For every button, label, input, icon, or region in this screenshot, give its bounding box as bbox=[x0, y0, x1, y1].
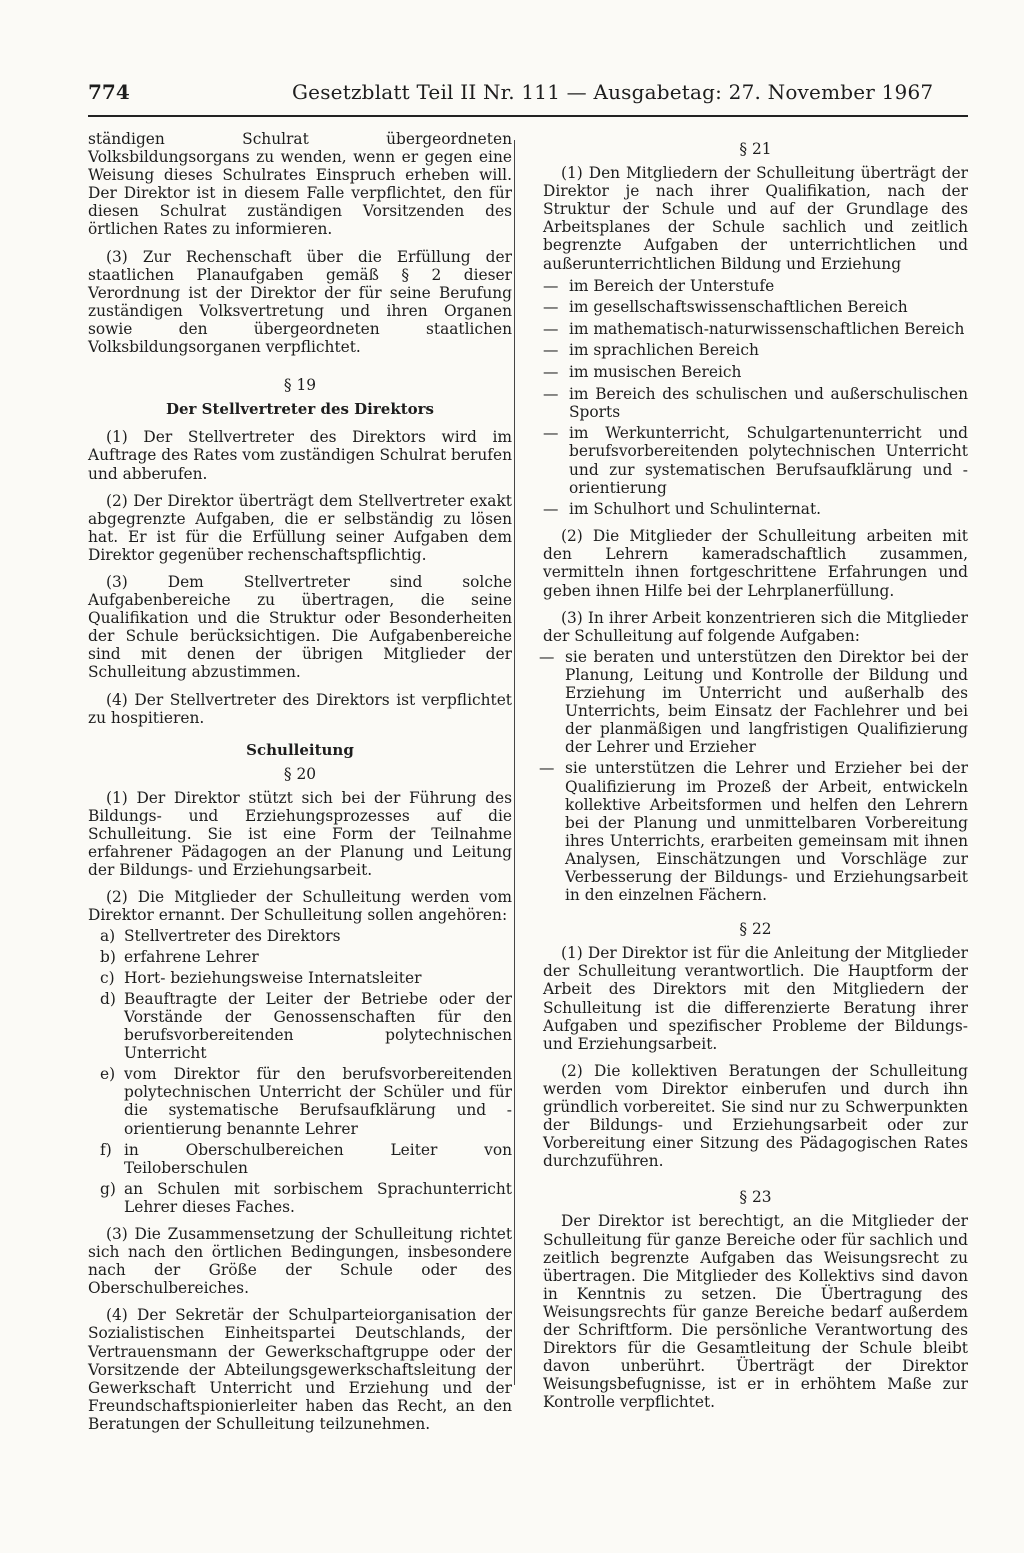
subheading: Schulleitung bbox=[246, 740, 354, 759]
list-item-text: erfahrene Lehrer bbox=[124, 947, 259, 966]
list-marker: g) bbox=[100, 1179, 116, 1198]
running-title: Gesetzblatt Teil II Nr. 111 — Ausgabetag: 27. November 1967 bbox=[292, 80, 934, 104]
section-title: Der Stellvertreter des Direktors bbox=[165, 400, 435, 419]
paragraph: (1) Der Direktor stützt sich bei der Führung des Bildungs- und Erziehungsprozesses auf die Schulleitung. Sie ist eine Form der Teilnahme erfahrener Pädagogen an der Planung und Leitung der Bildungs- und Erziehungsarbeit. bbox=[88, 788, 512, 880]
list-item bbox=[88, 927, 512, 945]
paragraph: (1) Der Direktor ist für die Anleitung der Mitglieder der Schulleitung verantwortlich. Die Hauptform der Arbeit des Direktors mit den Mitgliedern der Schulleitung ist die differenzierte Beratung ihrer Aufgaben und spezifischer Probleme der Bildungs- und Erziehungsarbeit. bbox=[543, 944, 968, 1053]
list-item: — im mathematisch-naturwissenschaftlichen Bereich bbox=[543, 320, 968, 338]
list-marker: b) bbox=[100, 947, 116, 966]
list-item-text: im musischen Bereich bbox=[569, 363, 742, 382]
list-item: — sie beraten und unterstützen den Direktor bei der Planung, Leitung und Kontrolle der Bildung und Erziehung im Unterricht und außerhalb des Unterrichts, beim Einsatz der Fachlehrer und bei der planmäßigen und langfristigen Qualifizierung der Lehrer und Erzieher bbox=[539, 647, 968, 757]
list-item-text: in Oberschulbereichen Leiter von Teiloberschulen bbox=[124, 1140, 512, 1177]
paragraph: (3) In ihrer Arbeit konzentrieren sich die Mitglieder der Schulleitung auf folgende Aufgaben: bbox=[543, 608, 968, 645]
list-marker: d) bbox=[100, 989, 116, 1008]
paragraph: (2) Die kollektiven Beratungen der Schulleitung werden vom Direktor einberufen und durch ihn gründlich vorbereitet. Sie sind nur zu Schwerpunkten der Bildungs- und Erziehungsarbeit oder zur Vorbereitung einer Sitzung des Pädagogischen Rates durchzuführen. bbox=[543, 1061, 968, 1171]
list-item: — im musischen Bereich bbox=[543, 363, 968, 381]
list-marker: a) bbox=[100, 926, 116, 945]
column-divider bbox=[514, 140, 515, 1385]
paragraph: (2) Die Mitglieder der Schulleitung werden vom Direktor ernannt. Der Schulleitung sollen angehören: bbox=[88, 888, 512, 925]
paragraph: (4) Der Sekretär der Schulparteiorganisation der Sozialistischen Einheitspartei Deutschlands, der Vertrauensmann der Gewerkschaftgruppe oder der Vorsitzende der Abteilungsgewerkschaftsleitung der Gewerkschaft Unterricht und Erziehung und der Freundschaftspionierleiter haben das Recht, an den Beratungen der Schulleitung teilzunehmen. bbox=[88, 1306, 512, 1433]
section-number: § 23 bbox=[739, 1188, 772, 1207]
area-list bbox=[543, 277, 968, 519]
list-marker: f) bbox=[100, 1140, 112, 1159]
list-item: — im Bereich der Unterstufe bbox=[543, 277, 968, 295]
list-item: — im Schulhort und Schulinternat. bbox=[543, 500, 968, 518]
list-item-text: im Bereich des schulischen und außerschulischen Sports bbox=[569, 384, 968, 421]
paragraph: (1) Der Stellvertreter des Direktors wird im Auftrage des Rates vom zuständigen Schulrat berufen und abberufen. bbox=[88, 428, 512, 483]
list-item-text: im Werkunterricht, Schulgartenunterricht und berufsvorbereitenden polytechnischen Unterricht und zur systematischen Berufsaufklärung und -orientierung bbox=[569, 424, 968, 497]
section-number: § 20 bbox=[283, 764, 317, 783]
list-item: — im sprachlichen Bereich bbox=[543, 341, 968, 359]
header-rule bbox=[88, 115, 968, 117]
paragraph: (3) Dem Stellvertreter sind solche Aufgabenbereiche zu übertragen, die seine Qualifikation und die Struktur oder Besonderheiten der Schule berücksichtigen. Die Aufgabenbereiche sind mit denen der übrigen Mitglieder der Schulleitung abzustimmen. bbox=[88, 572, 512, 682]
list-item: — im gesellschaftswissenschaftlichen Bereich bbox=[543, 298, 968, 316]
paragraph: (2) Der Direktor überträgt dem Stellvertreter exakt abgegrenzte Aufgaben, die er selbständig zu lösen hat. Er ist für die Erfüllung seiner Aufgaben dem Direktor gegenüber rechenschaftspflichtig. bbox=[88, 491, 512, 564]
list-item: — im Werkunterricht, Schulgartenunterricht und berufsvorbereitenden polytechnischen Unterricht und zur systematischen Berufsaufklärung und -orientierung bbox=[543, 424, 968, 497]
list-item-text: Beauftragte der Leiter der Betriebe oder der Vorstände der Genossenschaften für den berufsvorbereitenden polytechnischen Unterricht bbox=[124, 989, 512, 1063]
list-item-text: sie unterstützen die Lehrer und Erzieher bei der Qualifizierung im Prozeß der Arbeit, entwickeln kollektive Arbeitsformen und helfen den Lehrern bei der Planung und unmittelbaren Vorbereitung ihres Unterrichts, erarbeiten gemeinsam mit ihnen Analysen, Einschätzungen und Vorschläge zur Verbesserung der Bildungs- und Erziehungsarbeit in den einzelnen Fächern. bbox=[565, 759, 968, 905]
right-column bbox=[539, 130, 968, 1421]
list-item-text: im gesellschaftswissenschaftlichen Bereich bbox=[569, 298, 908, 317]
list-item-text: im sprachlichen Bereich bbox=[569, 341, 759, 360]
paragraph: Der Direktor ist berechtigt, an die Mitglieder der Schulleitung für ganze Bereiche oder für sachlich und zeitlich begrenzte Aufgaben das Weisungsrecht zu übertragen. Die Mitglieder des Kollektivs sind davon in Kenntnis zu setzen. Die Übertragung des Weisungsrechts für ganze Bereiche bedarf außerdem der Schriftform. Die persönliche Verantwortung des Direktors für die Gesamtleitung der Schule bleibt davon unberührt. Überträgt der Direktor Weisungsbefugnisse, ist er in erhöhtem Maße zur Kontrolle verpflichtet. bbox=[543, 1212, 968, 1412]
list-item-text: im Schulhort und Schulinternat. bbox=[569, 500, 822, 519]
list-item bbox=[88, 1180, 512, 1216]
list-item-text: Hort- beziehungsweise Internatsleiter bbox=[124, 968, 422, 987]
section-number: § 21 bbox=[739, 140, 772, 158]
list-item bbox=[88, 969, 512, 987]
paragraph: (3) Zur Rechenschaft über die Erfüllung der staatlichen Planaufgaben gemäß § 2 dieser Verordnung ist der Direktor der für seine Berufung zuständigen Volksvertretung und ihren Organen sowie den übergeordneten staatlichen Volksbildungsorganen verpflichtet. bbox=[88, 247, 512, 357]
list-item-text: vom Direktor für den berufsvorbereitenden polytechnischen Unterricht der Schüler und für die systematische Berufsaufklärung und -orientierung benannte Lehrer bbox=[124, 1065, 512, 1138]
paragraph: ständigen Schulrat übergeordneten Volksbildungsorgans zu wenden, wenn er gegen eine Weisung dieses Schulrates Einspruch erheben will. Der Direktor ist in diesem Falle verpflichtet, den für diesen Schulrat zuständigen Vorsitzenden des örtlichen Rates zu informieren. bbox=[88, 130, 512, 239]
list-item-text: sie beraten und unterstützen den Direktor bei der Planung, Leitung und Kontrolle der Bildung und Erziehung im Unterricht und außerhalb des Unterrichts, beim Einsatz der Fachlehrer und bei der planmäßigen und langfristigen Qualifizierung der Lehrer und Erzieher bbox=[565, 647, 968, 757]
list-item bbox=[88, 1141, 512, 1177]
paragraph: (1) Den Mitgliedern der Schulleitung überträgt der Direktor je nach ihrer Qualifikation, nach der Struktur der Schule und auf der Grundlage des Arbeitsplanes der Schule sachlich und zeitlich begrenzte Aufgaben der unterrichtlichen und außerunterrichtlichen Bildung und Erziehung bbox=[543, 164, 968, 273]
section-number: § 22 bbox=[739, 920, 772, 939]
paragraph: (4) Der Stellvertreter des Direktors ist verpflichtet zu hospitieren. bbox=[88, 690, 512, 727]
list-item-text: Stellvertreter des Direktors bbox=[124, 926, 341, 945]
list-item-text: im Bereich der Unterstufe bbox=[569, 276, 775, 295]
list-marker: c) bbox=[100, 968, 115, 987]
list-item-text: im mathematisch-naturwissenschaftlichen Bereich bbox=[569, 319, 965, 338]
page-number: 774 bbox=[88, 80, 130, 104]
list-item bbox=[88, 948, 512, 966]
section-number: § 19 bbox=[283, 376, 317, 395]
list-item bbox=[88, 1065, 512, 1137]
paragraph: (2) Die Mitglieder der Schulleitung arbeiten mit den Lehrern kameradschaftlich zusammen, vermitteln ihnen fortgeschrittene Erfahrungen und geben ihnen Hilfe bei der Lehrplanerfüllung. bbox=[543, 527, 968, 600]
list-item: — sie unterstützen die Lehrer und Erzieher bei der Qualifizierung im Prozeß der Arbeit, entwickeln kollektive Arbeitsformen und helfen den Lehrern bei der Planung und unmittelbaren Vorbereitung ihres Unterrichts, erarbeiten gemeinsam mit ihnen Analysen, Einschätzungen und Vorschläge zur Verbesserung der Bildungs- und Erziehungsarbeit in den einzelnen Fächern. bbox=[539, 759, 968, 905]
list-item: — im Bereich des schulischen und außerschulischen Sports bbox=[543, 384, 968, 421]
paragraph: (3) Die Zusammensetzung der Schulleitung richtet sich nach den örtlichen Bedingungen, insbesondere nach der Größe der Schule oder des Oberschulbereiches. bbox=[88, 1224, 512, 1298]
member-list bbox=[88, 927, 512, 1216]
list-marker: e) bbox=[100, 1065, 116, 1084]
left-column bbox=[88, 130, 512, 1442]
list-item bbox=[88, 990, 512, 1062]
page-header bbox=[88, 80, 968, 112]
task-list bbox=[539, 647, 968, 905]
list-item-text: an Schulen mit sorbischem Sprachunterricht Lehrer dieses Faches. bbox=[124, 1179, 512, 1216]
